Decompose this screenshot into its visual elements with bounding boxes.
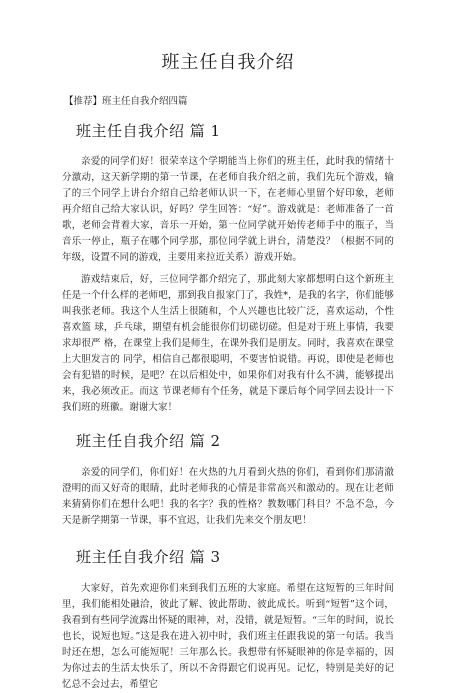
paragraph: 亲爱的同学们，你们好！在火热的九月看到火热的你们，看到你们那清澈澄明的而又好奇的眼睛，此时老师我的心情是非常高兴和激动的。现在让老师来猜猜你们在想什么吧！我的名字？我的性格？教数哪门科目？不急不急，今天是新学期第一节课，事不宜迟，让我们先来交个朋友吧！ — [62, 467, 394, 526]
section-1 — [62, 121, 394, 416]
paragraph: 亲爱的同学们好！很荣幸这个学期能当上你们的班主任，此时我的情绪十分激动，这天新学期的第一节课，在老师自我介绍之前，我们先玩个游戏，输了的三个同学上讲台介绍自己给老师认识一下，在老师心里留个好印象，老师再介绍自己给大家认识，好吗？学生回答：“好”。游戏就是：老师准备了一首歌，老师会背着大家，音乐一开始，第一位同学就开始传老师手中的瓶子，当音乐一停止，瓶子在哪个同学那，那位同学就上讲台，清楚没？（根据不同的年级，设置不同的游戏，主要用来拉近关系）游戏开始。 — [62, 156, 394, 263]
document-title: 班主任自我介绍 — [161, 52, 295, 73]
section-heading: 班主任自我介绍 篇 3 — [76, 548, 221, 566]
paragraph: 大家好，首先欢迎你们来到我们五班的大家庭。希望在这短暂的三年时间里，我们能相处融洽，彼此了解、彼此帮助、彼此成长。听到“短暂”这个词，我看到有些同学流露出怀疑的眼神，对，没错，就是短暂。“三年的时间，说长也长，说短也短。”这是我在进入初中时，我们班主任跟我说的第一句话。我当时还在想，怎么可能短呢！三年那么长。我想带有怀疑眼神的你是幸福的，因为你过去的生活太快乐了，所以不舍得跟它们说再见。记忆，特别是美好的记忆总不会过去，希望它 — [62, 583, 394, 690]
section-heading: 班主任自我介绍 篇 1 — [76, 122, 221, 140]
paragraph: 游戏结束后，好，三位同学都介绍完了，那此刻大家都想明白这个新班主任是一个什么样的老师吧，那到我自报家门了，我姓*，是我的名字，你们能够叫我张老师。我这个人生活上很随和，个人兴趣也比较广泛，喜欢运动，个性喜欢篮 球，乒乓球，期望有机会能很你们切磋切磋。但是对于班上事情，我要求却很严 格，在课堂上我们是师生，在课外我们是朋友。同时，我喜欢在课堂上大胆发言的 同学，相信自己都很聪明，不要害怕说错。再说，即使是老师也会有犯错的时候，是吧？在以后相处中，如果你们对我有什么不满，能够提出来，我必须改正。而这 节课老师有个任务，就是下课后每个同学回去设计一下我们班的班徽。谢谢大家！ — [62, 274, 394, 413]
section-3 — [62, 547, 394, 693]
document-tagline: 【推荐】班主任自我介绍四篇 — [64, 96, 188, 107]
section-2 — [62, 431, 394, 529]
section-heading: 班主任自我介绍 篇 2 — [76, 432, 221, 450]
